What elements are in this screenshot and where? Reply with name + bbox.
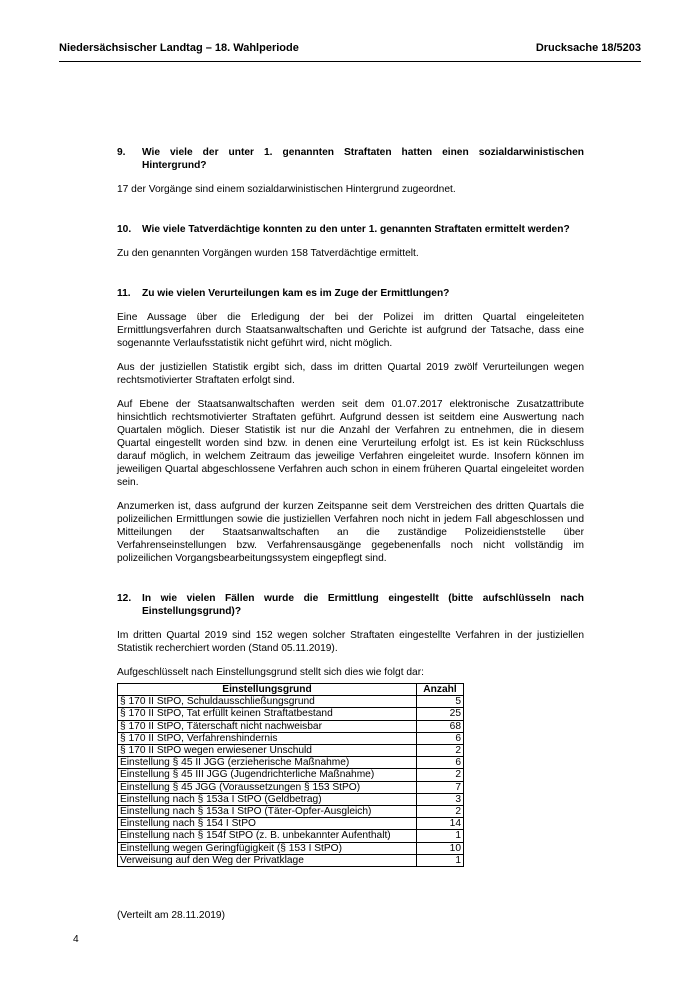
question-number: 12. xyxy=(117,593,132,604)
table-header-row xyxy=(118,684,464,696)
count-cell: 7 xyxy=(417,781,464,793)
table-row xyxy=(118,745,464,757)
count-cell: 6 xyxy=(417,732,464,744)
table-row xyxy=(118,769,464,781)
reason-cell: § 170 II StPO, Tat erfüllt keinen Straftatbestand xyxy=(118,708,417,720)
dismissal-reasons-table xyxy=(117,683,464,867)
answer-11-paragraph-3: Auf Ebene der Staatsanwaltschaften werden seit dem 01.07.2017 elektronische Zusatzattribute hinsichtlich rechtsmotivierter Straftaten geführt. Aufgrund dessen ist seitdem eine Auswertung nach Quartalen möglich. Dieser Statistik ist nur die Anzahl der Verfahren zu entnehmen, die in diesem Quartal eingestellt worden sind bzw. in denen eine Verurteilung erfolgt ist. Es ist kein Rückschluss darauf möglich, in welchem Zeitraum das jeweilige Verfahren eingeleitet wurde. Insofern können im jeweiligen Quartal abgeschlossene Verfahren auch schon in einem früheren Quartal eingeleitet worden sein. xyxy=(117,399,584,488)
question-text: In wie vielen Fällen wurde die Ermittlung eingestellt (bitte aufschlüsseln nach Einstellungsgrund)? xyxy=(142,593,584,617)
document-body xyxy=(117,146,584,867)
column-header-reason: Einstellungsgrund xyxy=(118,684,417,696)
header-divider xyxy=(59,61,641,62)
reason-cell: § 170 II StPO, Schuldausschließungsgrund xyxy=(118,696,417,708)
table-row xyxy=(118,732,464,744)
page-number: 4 xyxy=(73,934,79,945)
reason-cell: § 170 II StPO wegen erwiesener Unschuld xyxy=(118,745,417,757)
table-row xyxy=(118,720,464,732)
table-row xyxy=(118,842,464,854)
table-row xyxy=(118,854,464,866)
reason-cell: § 170 II StPO, Täterschaft nicht nachweisbar xyxy=(118,720,417,732)
count-cell: 1 xyxy=(417,830,464,842)
reason-cell: Einstellung § 45 JGG (Voraussetzungen § 153 StPO) xyxy=(118,781,417,793)
table-row xyxy=(118,830,464,842)
table-row xyxy=(118,818,464,830)
table-row xyxy=(118,781,464,793)
answer-12-paragraph-1: Im dritten Quartal 2019 sind 152 wegen solcher Straftaten eingestellte Verfahren in der justiziellen Statistik recherchiert worden (Stand 05.11.2019). xyxy=(117,630,584,654)
question-number: 11. xyxy=(117,288,131,299)
count-cell: 10 xyxy=(417,842,464,854)
reason-cell: Einstellung wegen Geringfügigkeit (§ 153 I StPO) xyxy=(118,842,417,854)
count-cell: 1 xyxy=(417,854,464,866)
table-row xyxy=(118,806,464,818)
question-text: Zu wie vielen Verurteilungen kam es im Zuge der Ermittlungen? xyxy=(142,288,450,299)
reason-cell: Verweisung auf den Weg der Privatklage xyxy=(118,854,417,866)
table-row xyxy=(118,708,464,720)
count-cell: 25 xyxy=(417,708,464,720)
question-number: 10. xyxy=(117,224,132,235)
count-cell: 68 xyxy=(417,720,464,732)
answer-11-paragraph-2: Aus der justiziellen Statistik ergibt sich, dass im dritten Quartal 2019 zwölf Verurteilungen wegen rechtsmotivierter Straftaten erfolgt sind. xyxy=(117,362,584,386)
reason-cell: Einstellung nach § 153a I StPO (Geldbetrag) xyxy=(118,793,417,805)
question-12 xyxy=(117,592,584,618)
document-number: Drucksache 18/5203 xyxy=(535,42,641,54)
column-header-count: Anzahl xyxy=(417,684,464,696)
count-cell: 6 xyxy=(417,757,464,769)
reason-cell: Einstellung § 45 II JGG (erzieherische Maßnahme) xyxy=(118,757,417,769)
reason-cell: Einstellung nach § 154f StPO (z. B. unbekannter Aufenthalt) xyxy=(118,830,417,842)
reason-cell: Einstellung nach § 154 I StPO xyxy=(118,818,417,830)
question-10 xyxy=(117,223,584,236)
reason-cell: § 170 II StPO, Verfahrenshindernis xyxy=(118,732,417,744)
table-row xyxy=(118,757,464,769)
table-row xyxy=(118,696,464,708)
question-text: Wie viele Tatverdächtige konnten zu den unter 1. genannten Straftaten ermittelt werden? xyxy=(142,224,570,235)
answer-12-paragraph-2: Aufgeschlüsselt nach Einstellungsgrund stellt sich dies wie folgt dar: xyxy=(117,667,424,678)
count-cell: 14 xyxy=(417,818,464,830)
count-cell: 2 xyxy=(417,769,464,781)
question-text: Wie viele der unter 1. genannten Straftaten hatten einen sozialdarwinistischen Hintergrund? xyxy=(142,147,584,171)
reason-cell: Einstellung nach § 153a I StPO (Täter-Opfer-Ausgleich) xyxy=(118,806,417,818)
answer-9: 17 der Vorgänge sind einem sozialdarwinistischen Hintergrund zugeordnet. xyxy=(117,184,456,195)
header-title: Niedersächsischer Landtag – 18. Wahlperiode xyxy=(59,42,299,54)
question-11 xyxy=(117,287,584,300)
answer-10: Zu den genannten Vorgängen wurden 158 Tatverdächtige ermittelt. xyxy=(117,248,419,259)
answer-11-paragraph-1: Eine Aussage über die Erledigung der bei der Polizei im dritten Quartal eingeleiteten Ermittlungsverfahren durch Staatsanwaltschaften und Gerichte ist aufgrund der Tatsache, dass eine sogenannte Verlaufsstatistik nicht geführt wird, nicht möglich. xyxy=(117,312,584,349)
distribution-date: (Verteilt am 28.11.2019) xyxy=(117,910,225,921)
count-cell: 3 xyxy=(417,793,464,805)
answer-11-paragraph-4: Anzumerken ist, dass aufgrund der kurzen Zeitspanne seit dem Verstreichen des dritten Quartals die polizeilichen Ermittlungen sowie die justiziellen Verfahren noch nicht in jedem Fall abgeschlossen und Mitteilungen der Staatsanwaltschaften an die zuständige Polizeidienststelle über Verfahrenseinstellungen bzw. Verfahrensausgänge gegebenenfalls noch nicht vollständig im polizeilichen Vorgangsbearbeitungssystem eingepflegt sind. xyxy=(117,501,584,564)
count-cell: 5 xyxy=(417,696,464,708)
page-header xyxy=(59,42,641,54)
count-cell: 2 xyxy=(417,745,464,757)
table-row xyxy=(118,793,464,805)
question-9 xyxy=(117,146,584,172)
count-cell: 2 xyxy=(417,806,464,818)
question-number: 9. xyxy=(117,147,126,158)
reason-cell: Einstellung § 45 III JGG (Jugendrichterliche Maßnahme) xyxy=(118,769,417,781)
